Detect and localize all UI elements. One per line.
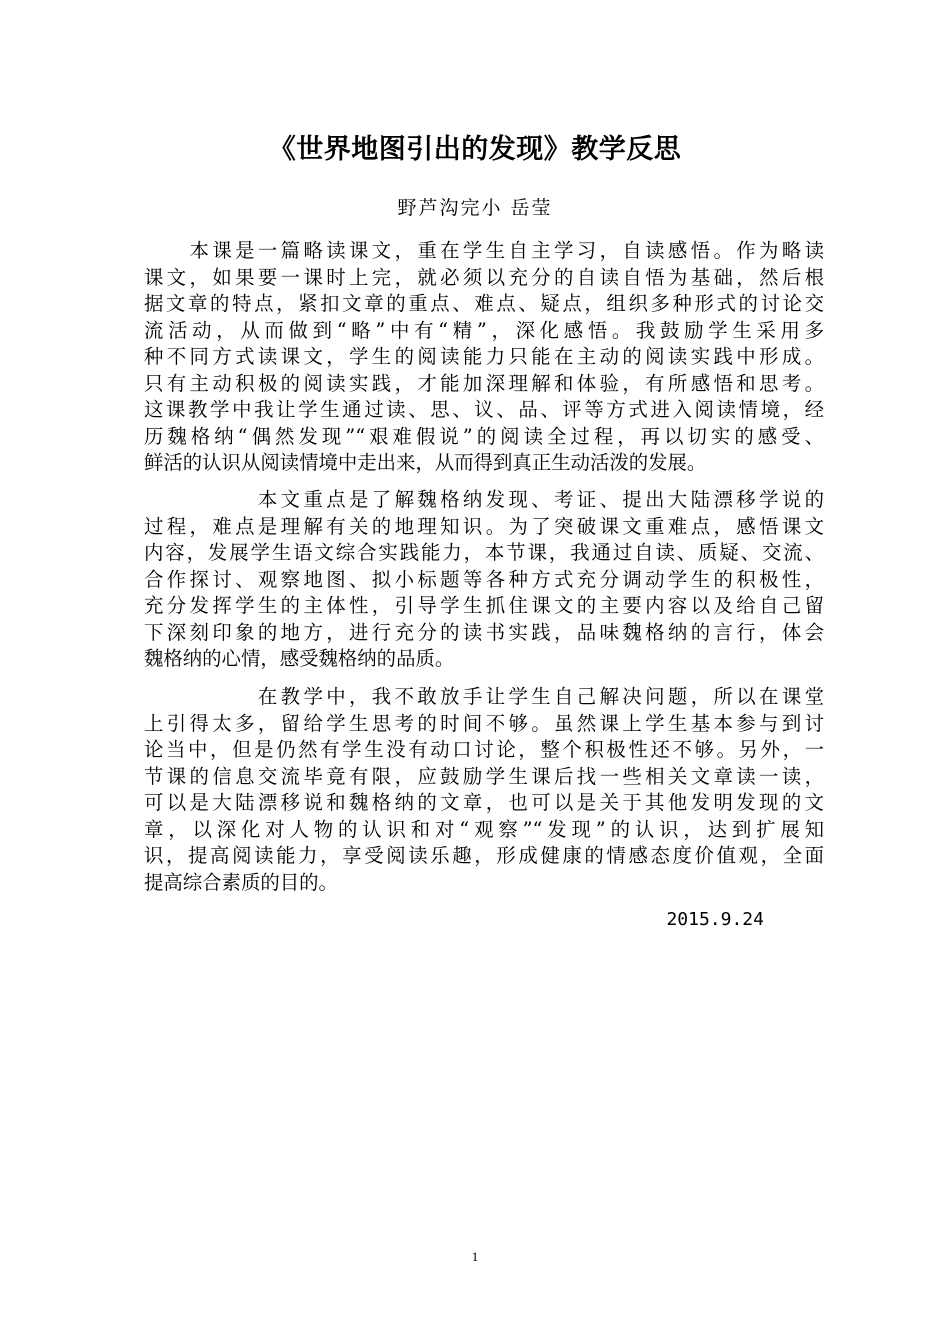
paragraph-line: 过程，难点是理解有关的地理知识。为了突破课文重难点，感悟课文 <box>144 514 824 538</box>
paragraph-line: 流活动，从而做到“略”中有“精”，深化感悟。我鼓励学生采用多 <box>144 318 824 342</box>
author-line: 野芦沟完小 岳莹 <box>397 197 553 219</box>
paragraph-line: 本文重点是了解魏格纳发现、考证、提出大陆漂移学说的 <box>144 488 824 511</box>
paragraph-line: 上引得太多，留给学生思考的时间不够。虽然课上学生基本参与到讨 <box>144 711 824 735</box>
document-title: 《世界地图引出的发现》教学反思 <box>268 134 682 165</box>
paragraph-line: 提高综合素质的目的。 <box>144 870 338 894</box>
paragraph-line: 充分发挥学生的主体性，引导学生抓住课文的主要内容以及给自己留 <box>144 594 824 617</box>
paragraph-3 <box>144 684 824 896</box>
paragraph-line: 本课是一篇略读课文，重在学生自主学习，自读感悟。作为略读 <box>144 239 824 262</box>
paragraph-line: 识，提高阅读能力，享受阅读乐趣，形成健康的情感态度价值观，全面 <box>144 844 824 867</box>
paragraph-2 <box>144 487 824 673</box>
paragraph-line: 可以是大陆漂移说和魏格纳的文章，也可以是关于其他发明发现的文 <box>144 791 824 814</box>
paragraph-line: 这课教学中我让学生通过读、思、议、品、评等方式进入阅读情境，经 <box>144 398 824 421</box>
paragraph-line: 种不同方式读课文，学生的阅读能力只能在主动的阅读实践中形成。 <box>144 345 824 368</box>
paragraph-line: 在教学中，我不敢放手让学生自己解决问题，所以在课堂 <box>144 685 824 708</box>
document-date: 2015.9.24 <box>666 909 764 930</box>
paragraph-line: 据文章的特点，紧扣文章的重点、难点、疑点，组织多种形式的讨论交 <box>144 292 824 315</box>
paragraph-line: 历魏格纳“偶然发现”“艰难假说”的阅读全过程，再以切实的感受、 <box>144 424 824 448</box>
paragraph-line: 只有主动积极的阅读实践，才能加深理解和体验，有所感悟和思考。 <box>144 371 824 395</box>
paragraph-line: 下深刻印象的地方，进行充分的读书实践，品味魏格纳的言行，体会 <box>144 620 824 644</box>
paragraph-line: 章，以深化对人物的认识和对“观察”“发现”的认识，达到扩展知 <box>144 817 824 841</box>
paragraph-line: 鲜活的认识从阅读情境中走出来，从而得到真正生动活泼的发展。 <box>144 451 707 474</box>
paragraph-line: 节课的信息交流毕竟有限，应鼓励学生课后找一些相关文章读一读， <box>144 764 824 788</box>
paragraph-line: 魏格纳的心情，感受魏格纳的品质。 <box>144 647 455 670</box>
paragraph-1 <box>144 238 824 477</box>
paragraph-line: 内容，发展学生语文综合实践能力，本节课，我通过自读、质疑、交流、 <box>144 541 824 564</box>
page-number: 1 <box>471 1249 479 1264</box>
paragraph-line: 论当中，但是仍然有学生没有动口讨论，整个积极性还不够。另外，一 <box>144 738 824 761</box>
paragraph-line: 合作探讨、观察地图、拟小标题等各种方式充分调动学生的积极性， <box>144 567 824 591</box>
paragraph-line: 课文，如果要一课时上完，就必须以充分的自读自悟为基础，然后根 <box>144 265 824 289</box>
